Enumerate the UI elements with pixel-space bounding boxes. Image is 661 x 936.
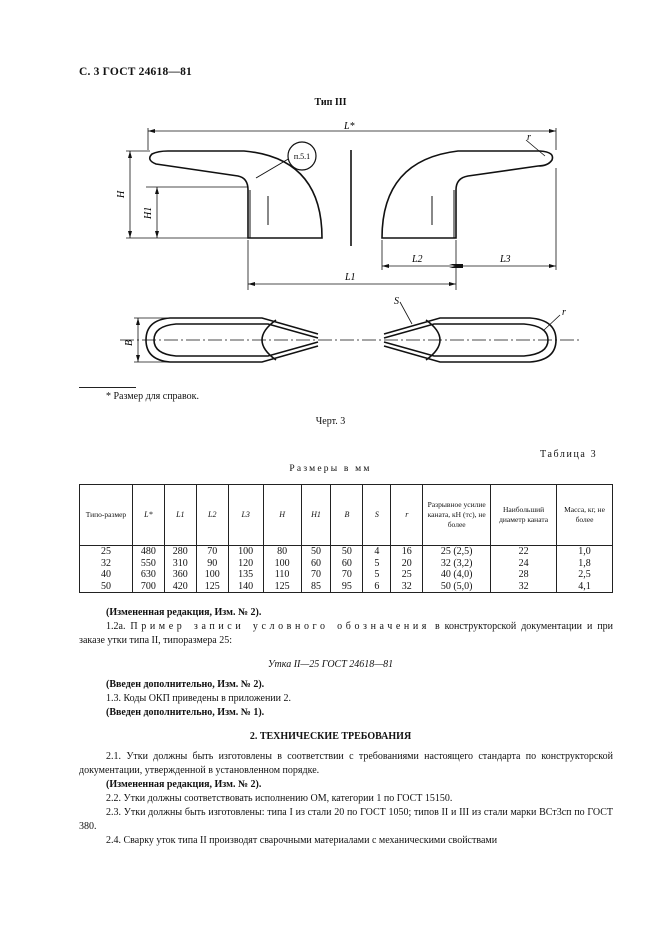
- table-cell: 20: [391, 558, 423, 570]
- table-cell: 310: [164, 558, 196, 570]
- label-L1: L1: [345, 272, 356, 283]
- table-cell: 630: [132, 569, 164, 581]
- amendment-note: (Измененная редакция, Изм. № 2).: [106, 607, 262, 618]
- table-cell: 420: [164, 581, 196, 593]
- note-label: п.5.1: [293, 152, 311, 161]
- table-cell: 480: [132, 546, 164, 558]
- label-L3: L3: [500, 254, 511, 265]
- paragraph-2-1: 2.1. Утки должны быть изготовлены в соответствии с требованиями настоящего стандарта по конструкторской документации, утвержденной в установленном порядке.: [79, 751, 613, 776]
- footnote-rule: [79, 387, 136, 388]
- table-label: Таблица 3: [540, 449, 598, 460]
- col-header: L*: [132, 485, 164, 546]
- table-cell: 60: [331, 558, 363, 570]
- table-cell: 16: [391, 546, 423, 558]
- table-cell: 6: [363, 581, 391, 593]
- table-cell: 25 (2,5): [423, 546, 491, 558]
- table-cell: 24: [491, 558, 557, 570]
- label-r-top: r: [527, 132, 531, 143]
- table-cell: 25: [391, 569, 423, 581]
- table-cell: 2,5: [557, 569, 613, 581]
- paragraph-text: в конструкторской документации и при заказе утки типа II, типоразмера 25:: [79, 621, 613, 646]
- paragraph-1-2a: [79, 620, 613, 648]
- table-cell: 100: [196, 569, 228, 581]
- table-cell: 5: [363, 569, 391, 581]
- label-S: S: [394, 296, 399, 307]
- col-header: Разрывное усилие каната, кН (тс), не более: [423, 485, 491, 546]
- table-row: [80, 546, 613, 558]
- section-heading: 2. ТЕХНИЧЕСКИЕ ТРЕБОВАНИЯ: [249, 731, 412, 742]
- center-lines: [256, 150, 432, 246]
- table-row: [80, 581, 613, 593]
- label-r-plan: r: [562, 307, 566, 318]
- table-cell: 110: [263, 569, 301, 581]
- table-cell: 95: [331, 581, 363, 593]
- col-header: H1: [301, 485, 331, 546]
- table-units: Размеры в мм: [289, 464, 372, 474]
- label-H: H: [116, 190, 127, 198]
- spaced-text: Пример записи условного обозначения: [130, 621, 430, 632]
- table-row: [80, 558, 613, 570]
- table-cell: 280: [164, 546, 196, 558]
- col-header: Типо-размер: [80, 485, 133, 546]
- table-cell: 120: [228, 558, 263, 570]
- table-cell: 50: [331, 546, 363, 558]
- table-cell: 550: [132, 558, 164, 570]
- label-L: L*: [344, 121, 355, 132]
- figure-caption: Черт. 3: [315, 416, 346, 427]
- dimension-lines: [126, 128, 556, 290]
- amendment-note: (Измененная редакция, Изм. № 2).: [106, 779, 262, 790]
- table-cell: 22: [491, 546, 557, 558]
- dimension-arrows: [128, 129, 556, 286]
- table-cell: 32: [80, 558, 133, 570]
- table-cell: 70: [331, 569, 363, 581]
- footnote: * Размер для справок.: [106, 391, 199, 402]
- figure-type-title: Тип III: [314, 97, 347, 108]
- table-cell: 25: [80, 546, 133, 558]
- table-cell: 4,1: [557, 581, 613, 593]
- table-row: [80, 569, 613, 581]
- paragraph-number: 1.2а.: [106, 621, 126, 632]
- col-header: L3: [228, 485, 263, 546]
- table-cell: 125: [196, 581, 228, 593]
- table-cell: 70: [301, 569, 331, 581]
- table-cell: 50: [80, 581, 133, 593]
- table-header-row: [80, 485, 613, 546]
- label-B: B: [124, 339, 135, 346]
- col-header: L2: [196, 485, 228, 546]
- page-header: С. 3 ГОСТ 24618—81: [79, 66, 192, 78]
- label-H1: H1: [143, 206, 154, 219]
- table-cell: 40 (4,0): [423, 569, 491, 581]
- added-note: (Введен дополнительно, Изм. № 2).: [106, 679, 265, 690]
- table-cell: 100: [228, 546, 263, 558]
- table-cell: 85: [301, 581, 331, 593]
- col-header: H: [263, 485, 301, 546]
- designation-example: Утка II—25 ГОСТ 24618—81: [267, 659, 394, 670]
- table-cell: 1,8: [557, 558, 613, 570]
- technical-drawing: [0, 0, 661, 400]
- paragraph-2-3: 2.3. Утки должны быть изготовлены: типа I из стали 20 по ГОСТ 1050; типов II и III из стали марки ВСт3сп по ГОСТ 380.: [79, 807, 613, 832]
- table-cell: 32: [391, 581, 423, 593]
- label-L2: L2: [412, 254, 423, 265]
- col-header: Масса, кг, не более: [557, 485, 613, 546]
- paragraph-2-2: 2.2. Утки должны соответствовать исполнению ОМ, категории 1 по ГОСТ 15150.: [106, 793, 453, 804]
- table-cell: 125: [263, 581, 301, 593]
- table-cell: 700: [132, 581, 164, 593]
- dimensions-table: [79, 484, 613, 593]
- table-cell: 40: [80, 569, 133, 581]
- col-header: L1: [164, 485, 196, 546]
- table-cell: 1,0: [557, 546, 613, 558]
- table-cell: 140: [228, 581, 263, 593]
- table-cell: 5: [363, 558, 391, 570]
- col-header: r: [391, 485, 423, 546]
- col-header: B: [331, 485, 363, 546]
- table-cell: 60: [301, 558, 331, 570]
- table-cell: 50: [301, 546, 331, 558]
- table-cell: 32: [491, 581, 557, 593]
- added-note: (Введен дополнительно, Изм. № 1).: [106, 707, 265, 718]
- plan-dimensions: [120, 302, 582, 362]
- table-cell: 135: [228, 569, 263, 581]
- table-cell: 100: [263, 558, 301, 570]
- table-cell: 28: [491, 569, 557, 581]
- table-cell: 80: [263, 546, 301, 558]
- table-cell: 4: [363, 546, 391, 558]
- table-cell: 32 (3,2): [423, 558, 491, 570]
- table-cell: 70: [196, 546, 228, 558]
- side-view-right: [382, 151, 553, 238]
- table-cell: 50 (5,0): [423, 581, 491, 593]
- table-cell: 90: [196, 558, 228, 570]
- col-header: Наибольший диаметр каната: [491, 485, 557, 546]
- paragraph-2-4: 2.4. Сварку уток типа II производят сварочными материалами с механическими свойствами: [106, 835, 498, 846]
- col-header: S: [363, 485, 391, 546]
- table-cell: 360: [164, 569, 196, 581]
- paragraph-1-3: 1.3. Коды ОКП приведены в приложении 2.: [106, 693, 292, 704]
